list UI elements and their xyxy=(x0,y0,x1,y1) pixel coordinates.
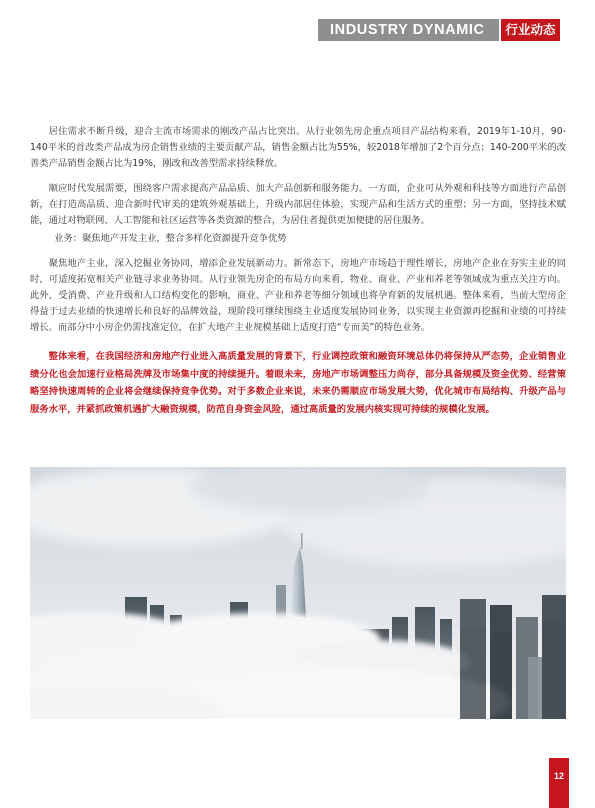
page-number-tab xyxy=(549,758,569,808)
page-header xyxy=(0,19,595,41)
article-body xyxy=(30,124,566,418)
city-above-clouds-photo xyxy=(30,467,566,719)
paragraph-product: 顺应时代发展需要，围绕客户需求提高产品品质、加大产品创新和服务能力。一方面，企业可从外观和科技等方面进行产品创新，在打造高品质、迎合新时代审美的建筑外观基础上，升级内部居住体验，实现产品和生活方式的重塑；另一方面，坚持技术赋能，通过对物联网、人工智能和社区运营等各类资源的整合，为居住者提供更加便捷的居住服务。 xyxy=(30,183,566,226)
header-title-en: INDUSTRY DYNAMIC xyxy=(330,22,485,38)
page-number: 12 xyxy=(553,771,564,781)
paragraph-business: 聚焦地产主业，深入挖掘业务协同，增添企业发展新动力。新常态下，房地产市场趋于理性增长，房地产企业在夯实主业的同时，可适度拓宽相关产业链寻求业务协同。从行业领先房企的布局方向来看，物业、商业、产业和养老等领域成为重点关注方向。此外，受消费、产业升级和人口结构变化的影响，商业、产业和养老等细分领域也将孕育新的发展机遇。整体来看，当前大型房企得益于过去业绩的快速增长和良好的品牌效益，现阶段可继续围绕主业适度发展协同业务，以实现主业资源再挖掘和业绩的可持续增长。而部分中小房企仍需找准定位，在扩大地产主业规模基础上适度打造“专而美”的特色业务。 xyxy=(30,258,566,333)
paragraph-demand: 居住需求不断升级，迎合主流市场需求的刚改产品占比突出。从行业领先房企重点项目产品结构来看，2019年1-10月，90-140平米的首改类产品成为房企销售业绩的主要贡献产品，销售金额占比为55%，较2018年增加了2个百分点；140-200平米的改善类产品销售金额占比为19%，刚改和改善型需求持续释放。 xyxy=(30,126,566,169)
highlight-summary: 整体来看，在我国经济和房地产行业进入高质量发展的背景下，行业调控政策和融资环境总体仍将保持从严态势，企业销售业绩分化也会加速行业格局洗牌及市场集中度的持续提升。着眼未来，房地产市场调整压力尚存，部分具备规模及资金优势、经营策略坚持快速周转的企业将会继续保持竞争优势。对于多数企业来说，未来仍需顺应市场发展大势，优化城市布局结构、升级产品与服务水平，并紧抓政策机遇扩大融资规模，防范自身资金风险，通过高质量的发展内核实现可持续的规模化发展。 xyxy=(30,351,566,415)
section-subheading-business: 业务：聚焦地产开发主业，整合多样化资源提升竞争优势 xyxy=(54,233,287,244)
header-title-cn: 行业动态 xyxy=(501,19,560,41)
